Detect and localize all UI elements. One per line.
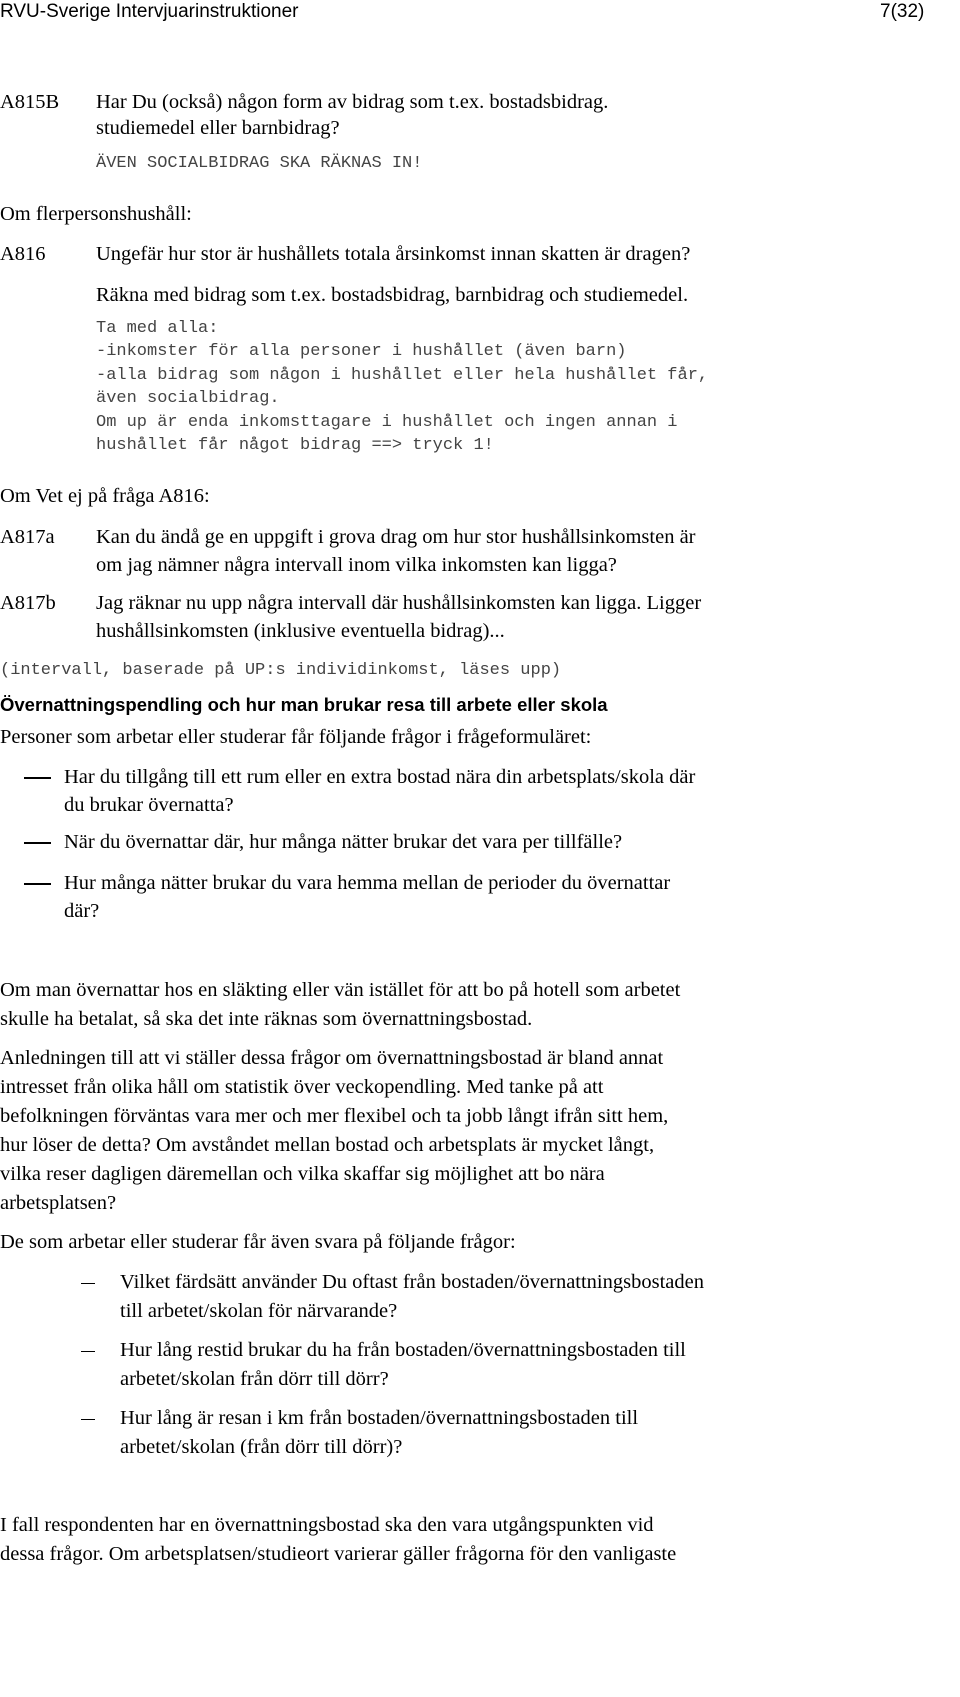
bullet-item-line2: till arbetet/skolan för närvarande? bbox=[120, 1300, 398, 1322]
bullet-item-line2: arbetet/skolan (från dörr till dörr)? bbox=[120, 1436, 403, 1458]
bullet-item-line2: du brukar övernatta? bbox=[64, 794, 234, 816]
bullet-item-line1: Hur lång restid brukar du ha från bostaden/övernattningsbostaden till bbox=[120, 1339, 686, 1361]
bullet-item-line1: Hur lång är resan i km från bostaden/övernattningsbostaden till bbox=[120, 1407, 639, 1429]
question-a817b-line2: hushållsinkomsten (inklusive eventuella bidrag)... bbox=[96, 620, 505, 642]
question-a817a-line1: Kan du ändå ge en uppgift i grova drag om hur stor hushållsinkomsten är bbox=[96, 526, 696, 548]
paragraph-line: skulle ha betalat, så ska det inte räknas som övernattningsbostad. bbox=[0, 1008, 533, 1030]
instruction-line: Om up är enda inkomsttagare i hushållet och ingen annan i bbox=[96, 413, 678, 432]
question-a815b-line2: studiemedel eller barnbidrag? bbox=[96, 117, 340, 139]
multi-household-label: Om flerpersonshushåll: bbox=[0, 203, 192, 225]
bullet-item-line1: Har du tillgång till ett rum eller en extra bostad nära din arbetsplats/skola där bbox=[64, 766, 696, 788]
bullet-item-line1: När du övernattar där, hur många nätter brukar det vara per tillfälle? bbox=[64, 831, 623, 853]
interval-note: (intervall, baserade på UP:s individinkomst, läses upp) bbox=[0, 661, 562, 680]
paragraph-line: Om man övernattar hos en släkting eller vän istället för att bo på hotell som arbetet bbox=[0, 979, 681, 1001]
bullet-dash bbox=[24, 777, 51, 779]
interviewer-instruction-a815b: ÄVEN SOCIALBIDRAG SKA RÄKNAS IN! bbox=[96, 154, 423, 173]
question-code-a817a: A817a bbox=[0, 526, 55, 548]
question-code-a816: A816 bbox=[0, 243, 46, 265]
question-code-a815b: A815B bbox=[0, 91, 60, 113]
question-a817a-line2: om jag nämner några intervall inom vilka inkomsten kan ligga? bbox=[96, 554, 617, 576]
instruction-line: -inkomster för alla personer i hushållet (även barn) bbox=[96, 342, 627, 361]
instruction-line: även socialbidrag. bbox=[96, 389, 280, 408]
bullet-item-line2: arbetet/skolan från dörr till dörr? bbox=[120, 1368, 389, 1390]
paragraph-line: Anledningen till att vi ställer dessa frågor om övernattningsbostad är bland annat bbox=[0, 1047, 664, 1069]
instruction-line: -alla bidrag som någon i hushållet eller hela hushållet får, bbox=[96, 366, 709, 385]
question-a816-note: Räkna med bidrag som t.ex. bostadsbidrag, barnbidrag och studiemedel. bbox=[96, 284, 689, 306]
document-title: RVU-Sverige Intervjuarinstruktioner bbox=[0, 1, 299, 22]
instruction-line: hushållet får något bidrag ==> tryck 1! bbox=[96, 436, 494, 455]
question-code-a817b: A817b bbox=[0, 592, 56, 614]
paragraph-line: arbetsplatsen? bbox=[0, 1192, 117, 1214]
paragraph-line: I fall respondenten har en övernattningsbostad ska den vara utgångspunkten vid bbox=[0, 1514, 654, 1536]
bullet-dash bbox=[81, 1351, 95, 1352]
intro-text-2: De som arbetar eller studerar får även svara på följande frågor: bbox=[0, 1231, 516, 1253]
bullet-item-line1: Hur många nätter brukar du vara hemma mellan de perioder du övernattar bbox=[64, 872, 671, 894]
instruction-line: Ta med alla: bbox=[96, 319, 219, 338]
question-a815b-line1: Har Du (också) någon form av bidrag som t.ex. bostadsbidrag. bbox=[96, 91, 609, 113]
paragraph-line: intresset från olika håll om statistik över veckopendling. Med tanke på att bbox=[0, 1076, 604, 1098]
bullet-dash bbox=[81, 1283, 95, 1284]
bullet-dash bbox=[24, 883, 51, 885]
question-a817b-line1: Jag räknar nu upp några intervall där hushållsinkomsten kan ligga. Ligger bbox=[96, 592, 702, 614]
section-heading: Övernattningspendling och hur man brukar resa till arbete eller skola bbox=[0, 694, 608, 715]
paragraph-line: befolkningen förväntas vara mer och mer flexibel och ta jobb långt ifrån sitt hem, bbox=[0, 1105, 669, 1127]
page-number: 7(32) bbox=[880, 1, 925, 22]
paragraph-line: vilka reser dagligen däremellan och vilka skaffar sig möjlighet att bo nära bbox=[0, 1163, 605, 1185]
paragraph-line: hur löser de detta? Om avståndet mellan bostad och arbetsplats är mycket långt, bbox=[0, 1134, 655, 1156]
question-a816: Ungefär hur stor är hushållets totala årsinkomst innan skatten är dragen? bbox=[96, 243, 691, 265]
dont-know-label: Om Vet ej på fråga A816: bbox=[0, 485, 210, 507]
bullet-item-line1: Vilket färdsätt använder Du oftast från bostaden/övernattningsbostaden bbox=[120, 1271, 704, 1293]
intro-text: Personer som arbetar eller studerar får följande frågor i frågeformuläret: bbox=[0, 726, 592, 748]
bullet-item-line2: där? bbox=[64, 900, 100, 922]
bullet-dash bbox=[24, 842, 51, 844]
paragraph-line: dessa frågor. Om arbetsplatsen/studieort varierar gäller frågorna för den vanligaste bbox=[0, 1543, 677, 1565]
bullet-dash bbox=[81, 1419, 95, 1420]
